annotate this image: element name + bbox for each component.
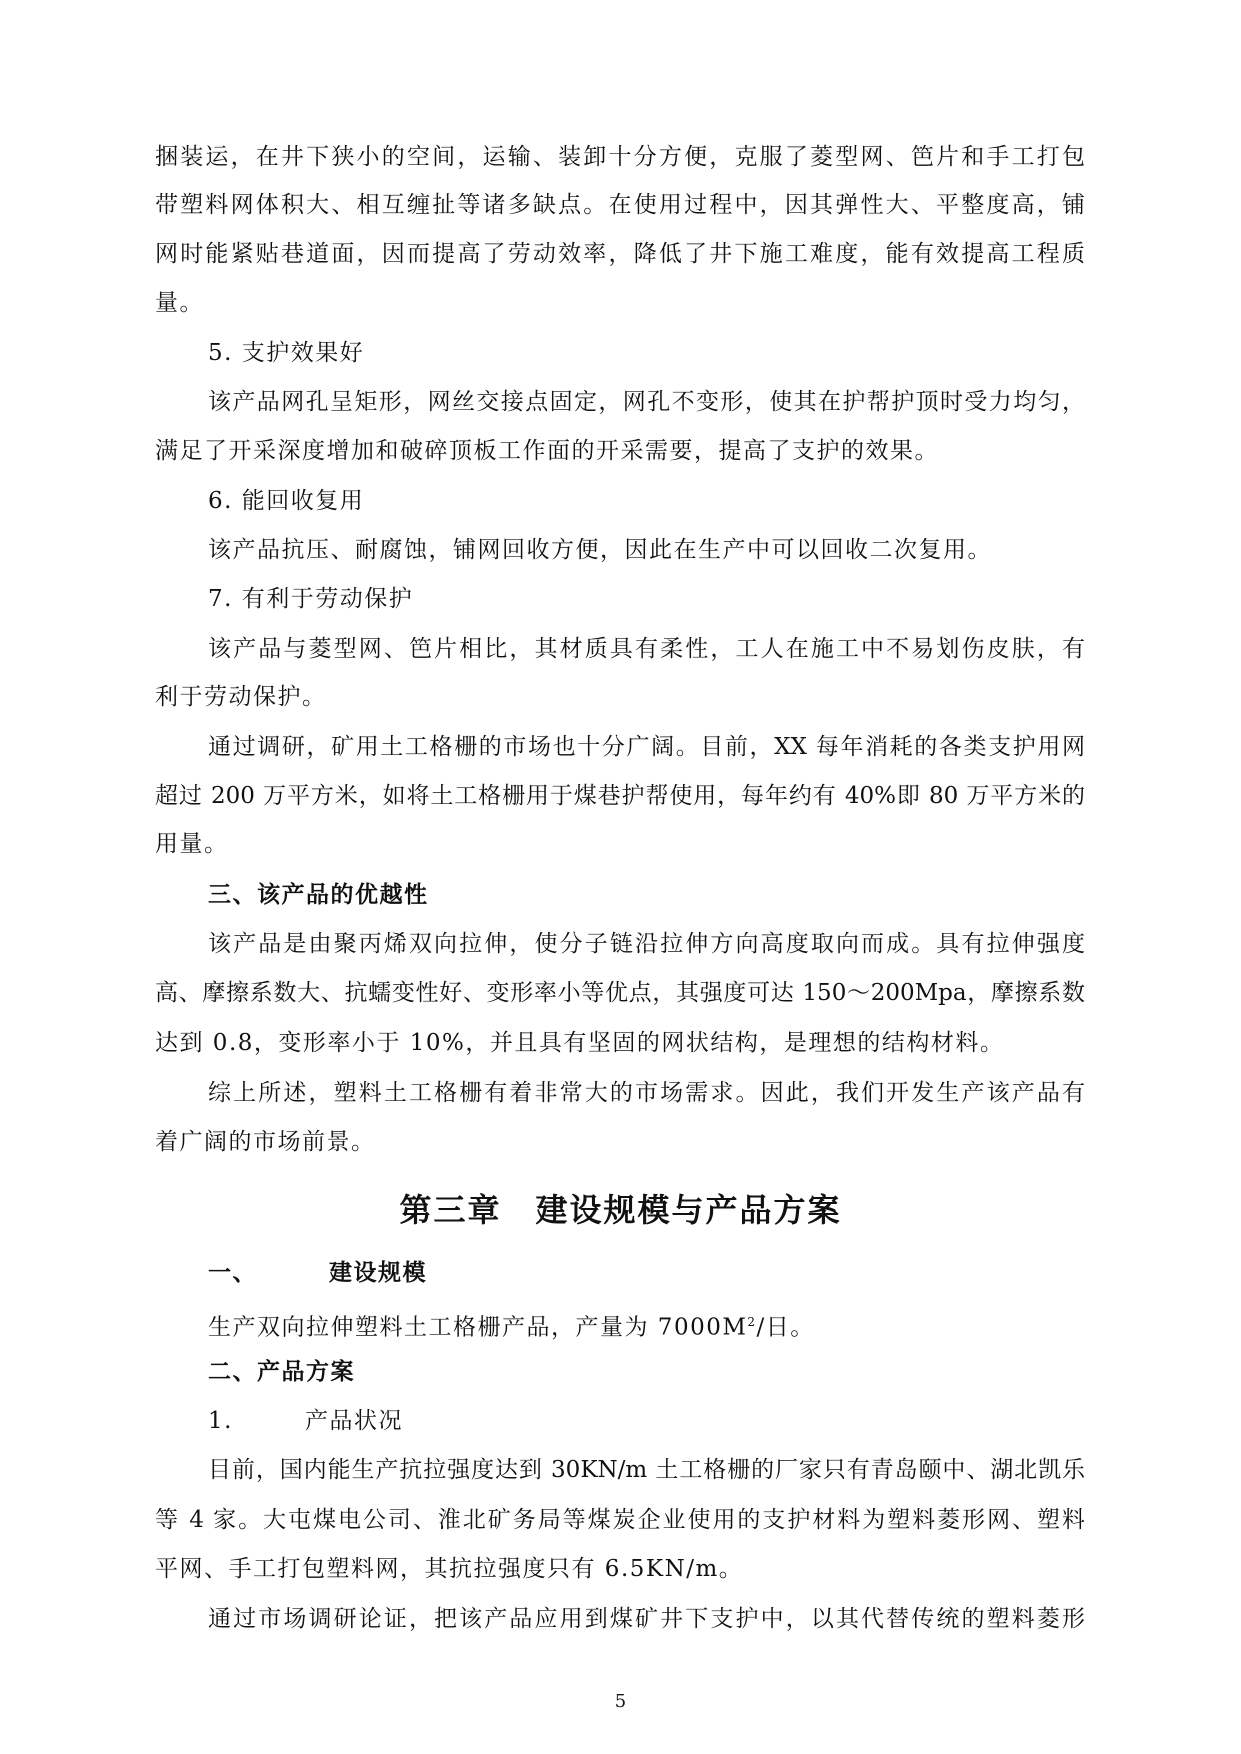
text-run: 生产双向拉伸塑料土工格栅产品，产量为 7000M xyxy=(208,1314,748,1341)
list-item-title: 5. 支护效果好 xyxy=(208,340,365,366)
subsection-heading xyxy=(208,1404,1085,1438)
list-item-title: 7. 有利于劳动保护 xyxy=(208,586,414,612)
paragraph-line: 利于劳动保护。 xyxy=(155,684,327,710)
paragraph-line: 达到 0.8，变形率小于 10%，并且具有坚固的网状结构，是理想的结构材料。 xyxy=(155,1030,1005,1056)
section-heading xyxy=(208,1256,1085,1290)
subsection-title: 产品状况 xyxy=(304,1408,403,1434)
superscript: 2 xyxy=(747,1315,757,1329)
paragraph-line: 平网、手工打包塑料网，其抗拉强度只有 6.5KN/m。 xyxy=(155,1556,744,1582)
paragraph-line: 网时能紧贴巷道面，因而提高了劳动效率，降低了井下施工难度，能有效提高工程质 xyxy=(155,241,1085,267)
paragraph-line: 捆装运，在井下狭小的空间，运输、装卸十分方便，克服了菱型网、笆片和手工打包 xyxy=(155,144,1085,170)
paragraph-line: 着广阔的市场前景。 xyxy=(155,1129,376,1155)
paragraph-line: 通过市场调研论证，把该产品应用到煤矿井下支护中，以其代替传统的塑料菱形 xyxy=(208,1606,1085,1632)
section-number: 一、 xyxy=(208,1259,257,1286)
section-heading: 二、产品方案 xyxy=(208,1358,355,1385)
chapter-title: 第三章 建设规模与产品方案 xyxy=(399,1191,842,1229)
list-item-title: 6. 能回收复用 xyxy=(208,488,365,514)
paragraph-line: 高、摩擦系数大、抗蠕变性好、变形率小等优点，其强度可达 150～200Mpa，摩擦系数 xyxy=(155,980,1085,1006)
paragraph-line: 综上所述，塑料土工格栅有着非常大的市场需求。因此，我们开发生产该产品有 xyxy=(208,1080,1085,1106)
subsection-number: 1. xyxy=(208,1408,233,1434)
page-number: 5 xyxy=(614,1691,627,1712)
paragraph-line xyxy=(208,1305,1085,1345)
paragraph-line: 满足了开采深度增加和破碎顶板工作面的开采需要，提高了支护的效果。 xyxy=(155,438,939,464)
paragraph-line: 量。 xyxy=(155,290,204,316)
text-run: /日。 xyxy=(756,1314,815,1341)
paragraph-line: 该产品网孔呈矩形，网丝交接点固定，网孔不变形，使其在护帮护顶时受力均匀， xyxy=(208,389,1085,415)
paragraph-line: 该产品与菱型网、笆片相比，其材质具有柔性，工人在施工中不易划伤皮肤，有 xyxy=(208,636,1085,662)
paragraph-line: 用量。 xyxy=(155,831,229,857)
section-heading: 三、该产品的优越性 xyxy=(208,881,429,908)
paragraph-line: 该产品抗压、耐腐蚀，铺网回收方便，因此在生产中可以回收二次复用。 xyxy=(208,537,992,563)
paragraph-line: 目前，国内能生产抗拉强度达到 30KN/m 土工格栅的厂家只有青岛颐中、湖北凯乐 xyxy=(208,1457,1085,1483)
paragraph-line: 该产品是由聚丙烯双向拉伸，使分子链沿拉伸方向高度取向而成。具有拉伸强度 xyxy=(208,931,1085,957)
section-title: 建设规模 xyxy=(329,1259,427,1286)
paragraph-line: 超过 200 万平方米，如将土工格栅用于煤巷护帮使用，每年约有 40%即 80 万平方米的 xyxy=(155,783,1085,809)
paragraph-line: 等 4 家。大屯煤电公司、淮北矿务局等煤炭企业使用的支护材料为塑料菱形网、塑料 xyxy=(155,1507,1085,1533)
paragraph-line: 通过调研，矿用土工格栅的市场也十分广阔。目前，XX 每年消耗的各类支护用网 xyxy=(208,734,1085,760)
paragraph-line: 带塑料网体积大、相互缠扯等诸多缺点。在使用过程中，因其弹性大、平整度高，铺 xyxy=(155,192,1085,218)
